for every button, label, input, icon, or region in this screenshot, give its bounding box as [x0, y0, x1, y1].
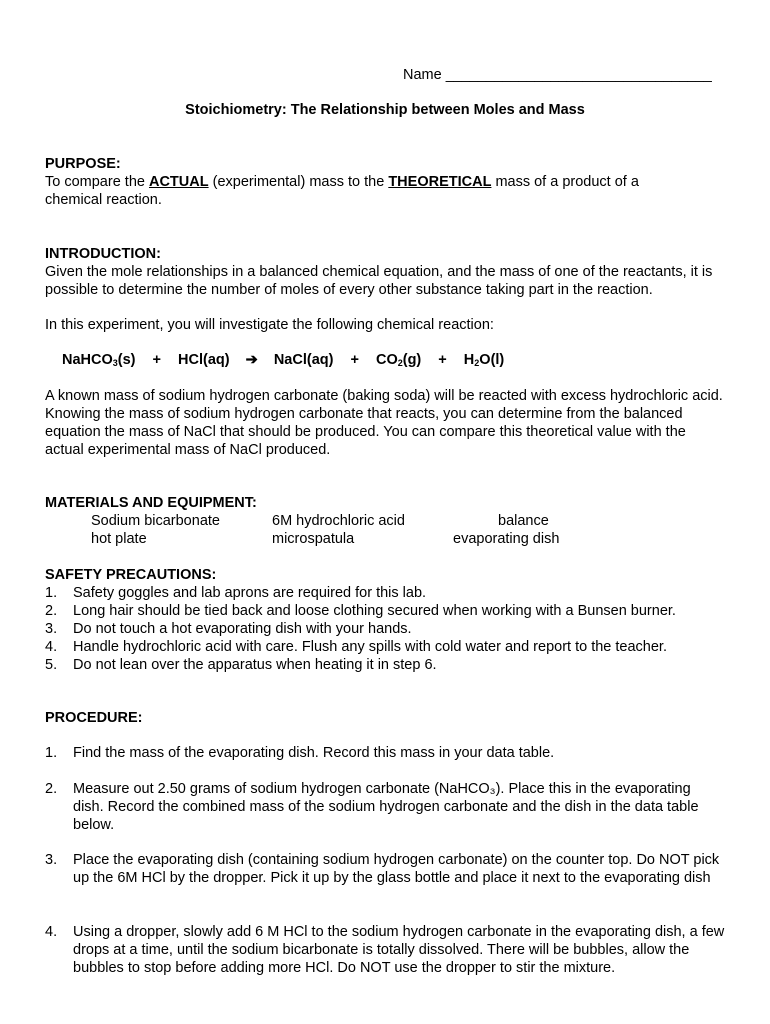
- material-item: 6M hydrochloric acid: [272, 513, 405, 529]
- chemical-reaction-equation: [62, 351, 504, 369]
- reactant-hcl: HCl(aq): [178, 352, 230, 368]
- product-h2o: $H_2O(l)$: [463, 352, 505, 368]
- worksheet-page: Name _________________________________ Stoichiometry: The Relationship between Moles and Mass PURPOSE: To compare the ACTUAL (experimental) mass to the THEORETICAL mass of a product of a chemical reaction. INTRODUCTION: Given the mole relationships in a balanced chemical equation, and the mass of one of the reactants, it is possible to determine the number of moles of every other substance taking part in the reaction. In this experiment, you will investigate the following chemical reaction: NaHCO$_3$(s) + HCl(aq) ➔ NaCl(aq) + $CO_2(g) + H_2O(l)$ A known mass of sodium hydrogen carbonate (baking soda) will be reacted with excess hydrochloric acid. Knowing the mass of sodium hydrogen carbonate that reacts, you can determine from the balanced equation the mass of NaCl that should be produced. You can compare this theoretical value with the actual experimental mass of NaCl produced. MATERIALS AND EQUIPMENT: Sodium bicarbonate 6M hydrochloric acid balance hot plate microspatula evaporating dish SAFETY PRECAUTIONS: 1. Safety goggles and lab aprons are required for this lab. 2. Long hair should be tied back and loose clothing secured when working with a Bunsen burner. 3. Do not touch a hot evaporating dish with your hands. 4. Handle hydrochloric acid with care. Flush any spills with cold water and report to the teacher. 5. Do not lean over the apparatus when heating it in step 6. PROCEDURE: 1. Find the mass of the evaporating dish. Record this mass in your data table. 2. Measure out 2.50 grams of sodium hydrogen carbonate (NaHCO₃). Place this in the evaporating dish. Record the combined mass of the sodium hydrogen carbonate and the dish in the data table below. 3. Place the evaporating dish (containing sodium hydrogen carbonate) on the counter top. Do NOT pick up the 6M HCl by the dropper. Pick it up by the glass bottle and place it next to the evaporating dish 4. Using a dropper, slowly add 6 M HCl to the sodium hydrogen carbonate in the evaporating dish, a few drops at a time, until the sodium bicarbonate is totally dissolved. There will be bubbles, allow the bubbles to stop before adding more HCl. Do NOT use the dropper to stir the mixture.: [0, 0, 770, 1024]
- introduction-paragraph-3: A known mass of sodium hydrogen carbonate (baking soda) will be reacted with excess hydrochloric acid. Knowing the mass of sodium hydrogen carbonate that reacts, you can determine from the balanced equation the mass of NaCl that should be produced. You can compare this theoretical value with the actual experimental mass of NaCl produced.: [45, 388, 723, 458]
- material-item: hot plate: [91, 531, 147, 547]
- theoretical-keyword: THEORETICAL: [388, 174, 492, 190]
- purpose-text: To compare the ACTUAL (experimental) mass to the THEORETICAL mass of a product of a chemical reaction.: [45, 174, 639, 208]
- name-label: Name: [403, 67, 442, 83]
- introduction-paragraph-2: In this experiment, you will investigate the following chemical reaction:: [45, 317, 494, 333]
- material-item: evaporating dish: [453, 531, 560, 547]
- product-nacl: NaCl(aq): [273, 352, 334, 368]
- plus-sign: +: [350, 352, 359, 368]
- plus-sign: +: [438, 352, 447, 368]
- materials-heading: MATERIALS AND EQUIPMENT:: [45, 495, 257, 511]
- plus-sign: +: [152, 352, 162, 368]
- introduction-paragraph-1: Given the mole relationships in a balanced chemical equation, and the mass of one of the reactants, it is possible to determine the number of moles of every other substance taking part in the reaction.: [45, 264, 713, 298]
- page-title: Stoichiometry: The Relationship between Moles and Mass: [185, 102, 585, 118]
- purpose-heading: PURPOSE:: [45, 156, 121, 172]
- reactant-nahco3: NaHCO$_3$(s): [62, 352, 136, 368]
- reaction-arrow-icon: ➔: [245, 352, 258, 368]
- name-blank-line[interactable]: _________________________________: [445, 67, 712, 83]
- material-item: Sodium bicarbonate: [91, 513, 220, 529]
- actual-keyword: ACTUAL: [148, 174, 209, 190]
- safety-heading: SAFETY PRECAUTIONS:: [45, 567, 217, 583]
- procedure-heading: PROCEDURE:: [45, 710, 143, 726]
- product-co2: $CO_2(g)$: [375, 352, 422, 368]
- material-item: microspatula: [272, 531, 355, 547]
- introduction-heading: INTRODUCTION:: [45, 246, 161, 262]
- material-item: balance: [498, 513, 549, 529]
- name-field: [403, 66, 712, 84]
